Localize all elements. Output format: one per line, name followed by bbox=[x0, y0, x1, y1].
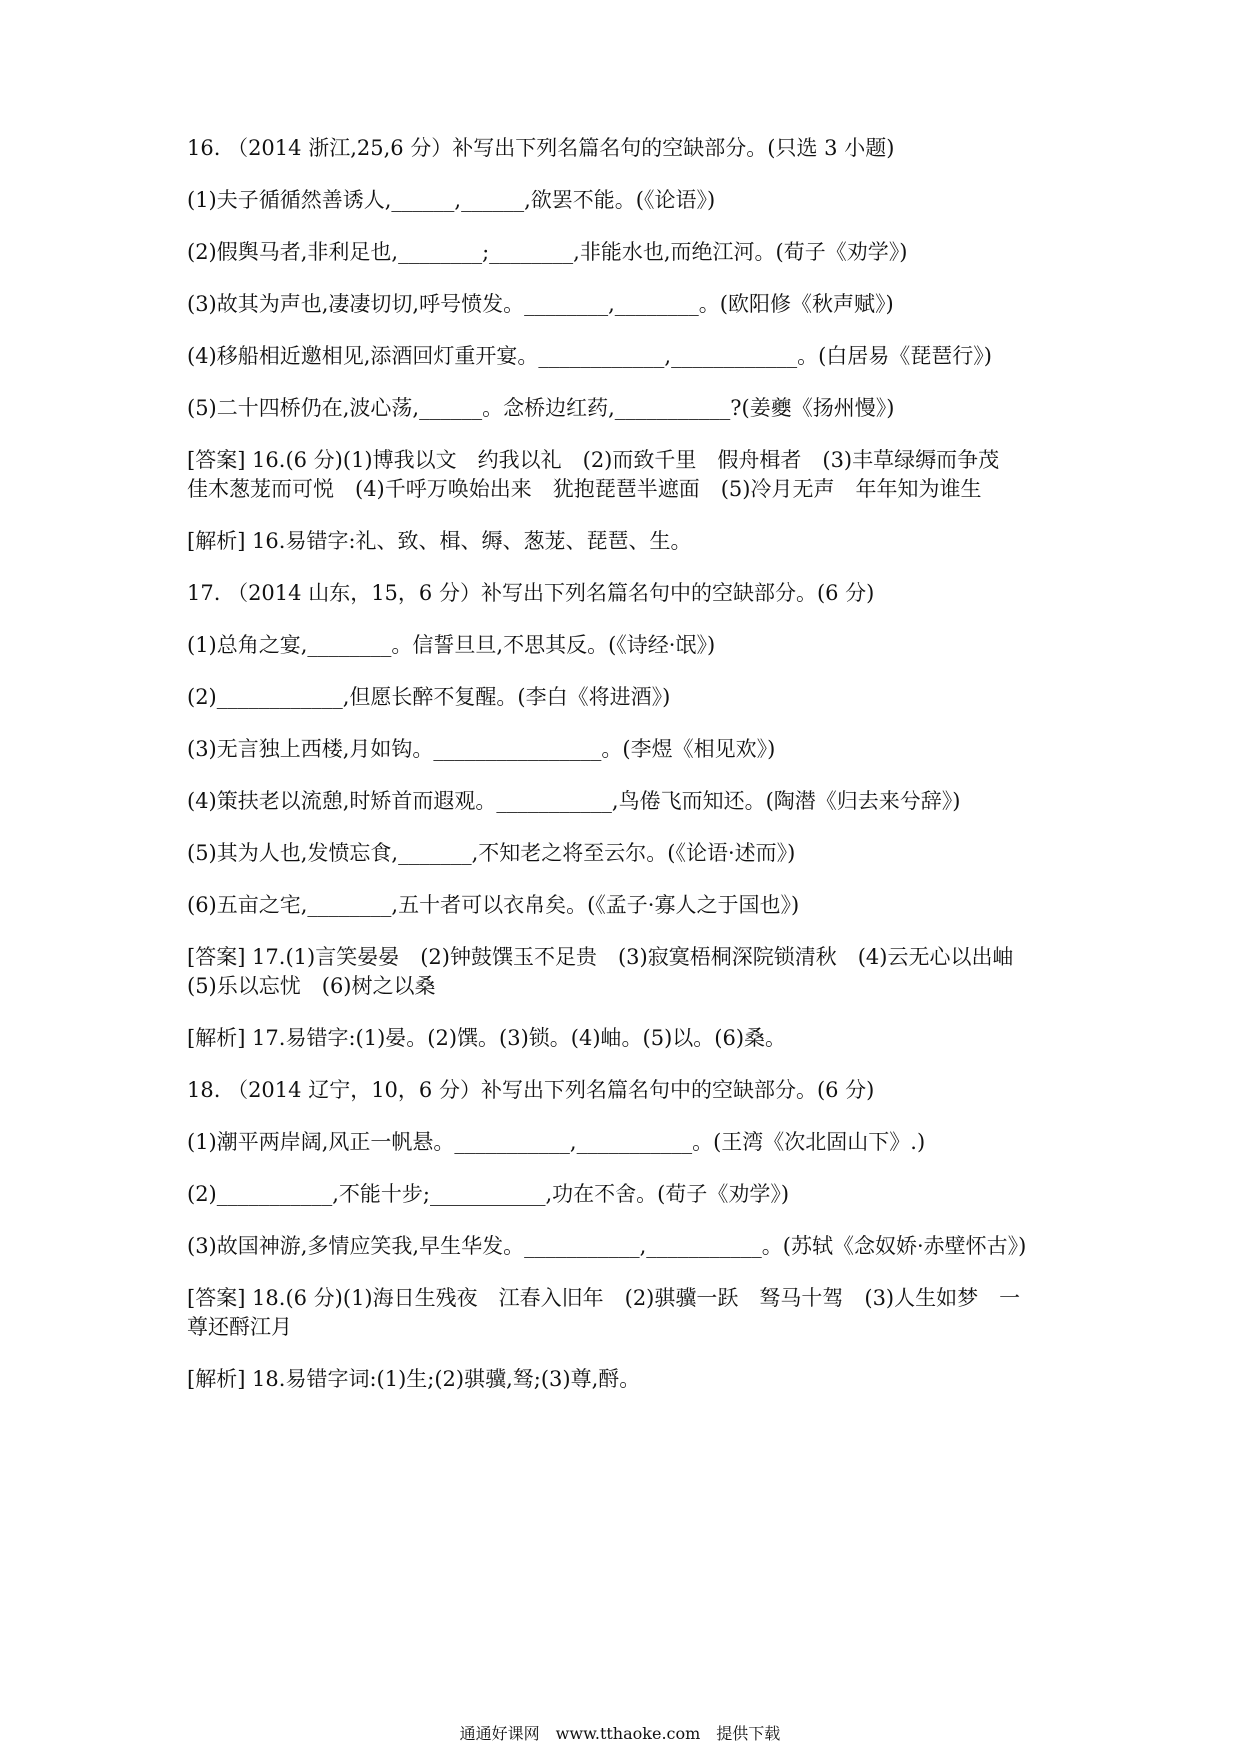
q18-item-3: (3)故国神游,多情应笑我,早生华发。___________,___________。(苏轼《念奴娇·赤壁怀古》) bbox=[187, 1234, 1027, 1258]
q16-item-4: (4)移船相近邀相见,添酒回灯重开宴。____________,____________。(白居易《琵琶行》) bbox=[187, 344, 992, 368]
q18-title: 18. （2014 辽宁，10，6 分）补写出下列名篇名句中的空缺部分。(6 分) bbox=[187, 1078, 875, 1102]
q18-item-1: (1)潮平两岸阔,风正一帆悬。___________,___________。(王湾《次北固山下》.) bbox=[187, 1130, 926, 1154]
q17-analysis: [解析] 17.易错字:(1)晏。(2)馔。(3)锁。(4)岫。(5)以。(6)桑。 bbox=[187, 1026, 787, 1050]
page-footer: 通通好课网 www.tthaoke.com 提供下载 bbox=[459, 1724, 781, 1743]
q16-item-1: (1)夫子循循然善诱人,______,______,欲罢不能。(《论语》) bbox=[187, 188, 716, 212]
q18-answer-line-2: 尊还酹江月 bbox=[187, 1315, 292, 1339]
q17-item-1: (1)总角之宴,________。信誓旦旦,不思其反。(《诗经·氓》) bbox=[187, 633, 716, 657]
q17-answer-line-2: (5)乐以忘忧 (6)树之以桑 bbox=[187, 974, 436, 998]
q16-title: 16. （2014 浙江,25,6 分）补写出下列名篇名句的空缺部分。(只选 3 小题) bbox=[187, 136, 895, 160]
q16-item-3: (3)故其为声也,凄凄切切,呼号愤发。________,________。(欧阳修《秋声赋》) bbox=[187, 292, 894, 316]
q16-answer-line-1: [答案] 16.(6 分)(1)博我以文 约我以礼 (2)而致千里 假舟楫者 (3)丰草绿缛而争茂 bbox=[187, 448, 1000, 472]
q18-item-2: (2)___________,不能十步;___________,功在不舍。(荀子《劝学》) bbox=[187, 1182, 790, 1206]
q16-item-2: (2)假舆马者,非利足也,________;________,非能水也,而绝江河。(荀子《劝学》) bbox=[187, 240, 908, 264]
q17-item-2: (2)____________,但愿长醉不复醒。(李白《将进酒》) bbox=[187, 685, 671, 709]
q17-answer-line-1: [答案] 17.(1)言笑晏晏 (2)钟鼓馔玉不足贵 (3)寂寞梧桐深院锁清秋 (4)云无心以出岫 bbox=[187, 945, 1014, 969]
q17-item-6: (6)五亩之宅,________,五十者可以衣帛矣。(《孟子·寡人之于国也》) bbox=[187, 893, 800, 917]
q17-item-5: (5)其为人也,发愤忘食,_______,不知老之将至云尔。(《论语·述而》) bbox=[187, 841, 796, 865]
q16-answer-line-2: 佳木葱茏而可悦 (4)千呼万唤始出来 犹抱琵琶半遮面 (5)冷月无声 年年知为谁生 bbox=[187, 477, 982, 501]
q18-answer-line-1: [答案] 18.(6 分)(1)海日生残夜 江春入旧年 (2)骐骥一跃 驽马十驾 (3)人生如梦 一 bbox=[187, 1286, 1021, 1310]
q16-item-5: (5)二十四桥仍在,波心荡,______。念桥边红药,___________?(姜夔《扬州慢》) bbox=[187, 396, 895, 420]
q18-analysis: [解析] 18.易错字词:(1)生;(2)骐骥,驽;(3)尊,酹。 bbox=[187, 1367, 641, 1391]
q16-analysis: [解析] 16.易错字:礼、致、楫、缛、葱茏、琵琶、生。 bbox=[187, 529, 692, 553]
q17-item-4: (4)策扶老以流憩,时矫首而遐观。___________,鸟倦飞而知还。(陶潜《归去来兮辞》) bbox=[187, 789, 961, 813]
q17-title: 17. （2014 山东，15，6 分）补写出下列名篇名句中的空缺部分。(6 分) bbox=[187, 581, 875, 605]
q17-item-3: (3)无言独上西楼,月如钩。________________。(李煜《相见欢》) bbox=[187, 737, 776, 761]
